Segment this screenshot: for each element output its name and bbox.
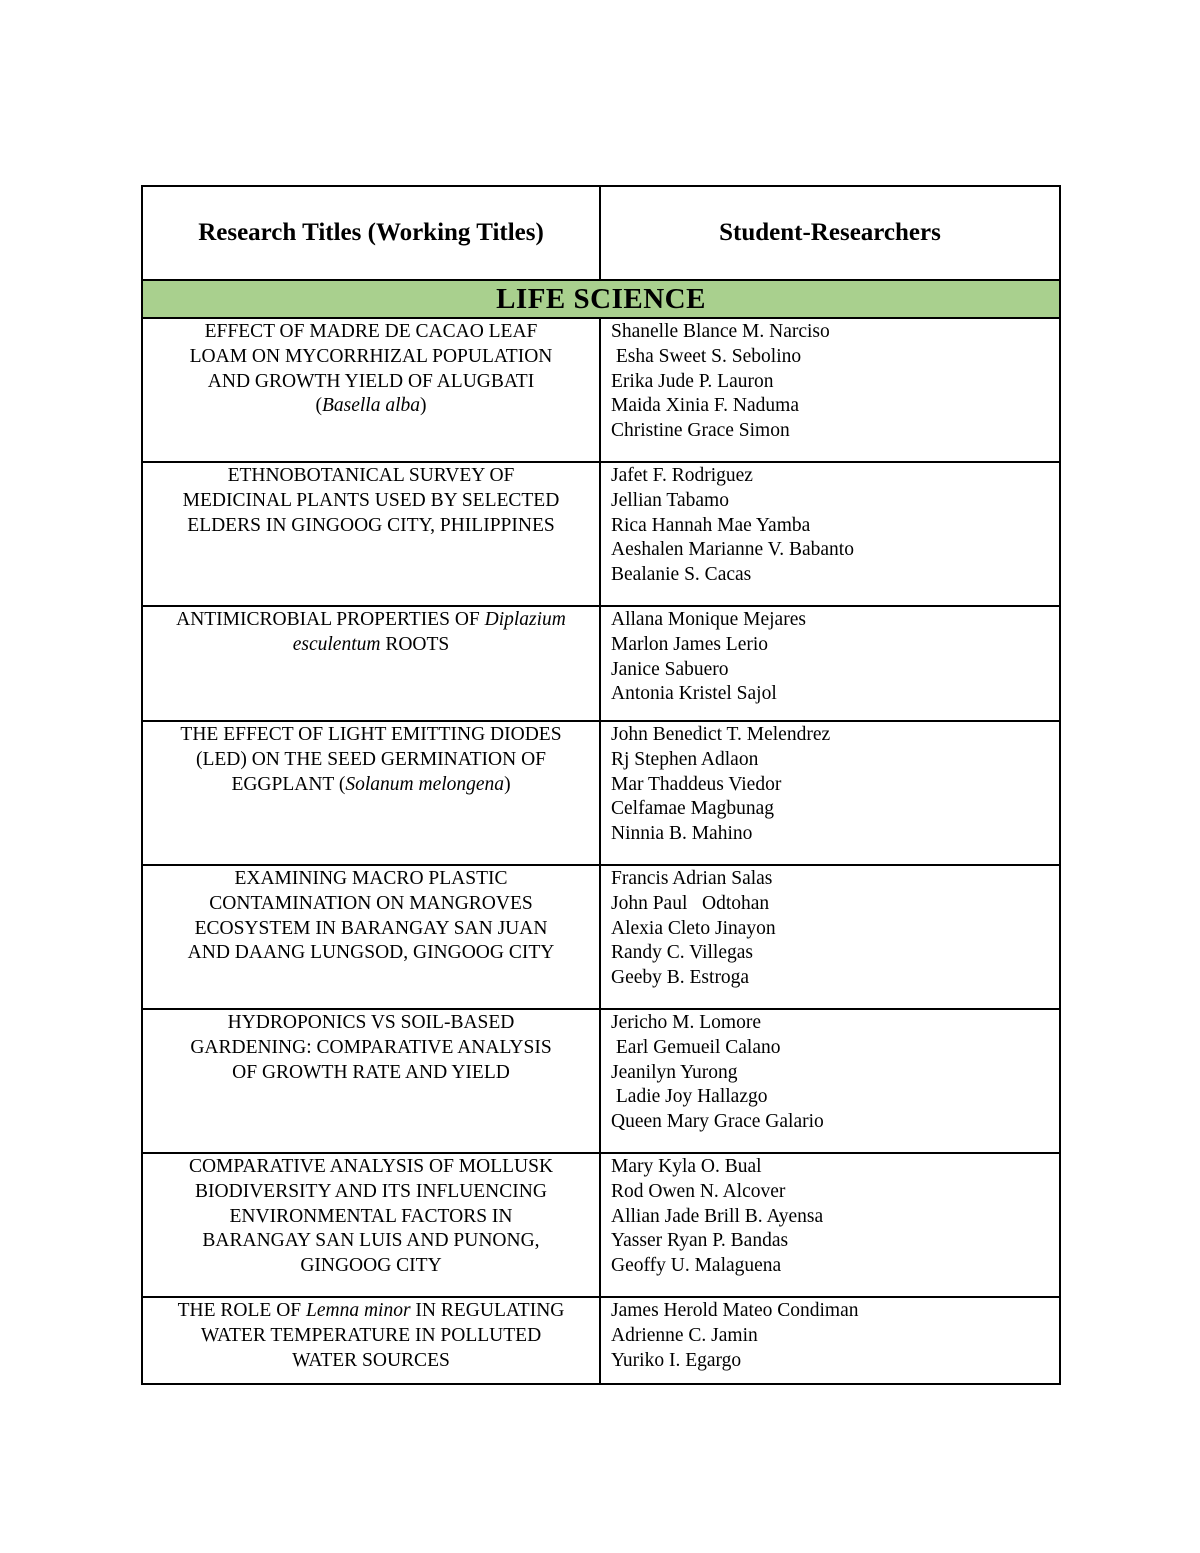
title-line: WATER TEMPERATURE IN POLLUTED	[200, 1324, 542, 1346]
researcher-name: Jellian Tabamo	[611, 489, 729, 511]
researcher-name: Maida Xinia F. Naduma	[611, 395, 799, 417]
table-row	[142, 1009, 1060, 1153]
researcher-name: Jafet F. Rodriguez	[611, 465, 753, 486]
title-line: ELDERS IN GINGOOG CITY, PHILIPPINES	[187, 514, 555, 536]
student-researchers-cell	[600, 865, 1060, 1009]
table-row	[142, 606, 1060, 721]
student-researchers-cell	[600, 606, 1060, 721]
title-line	[151, 633, 591, 658]
table-row	[142, 318, 1060, 462]
researcher-name: Rica Hannah Mae Yamba	[611, 514, 811, 536]
student-researchers-cell	[600, 1009, 1060, 1153]
researcher-name: Mar Thaddeus Viedor	[611, 773, 782, 795]
researcher-name: Geoffy U. Malaguena	[611, 1255, 782, 1277]
title-text: )	[420, 395, 427, 417]
header-research-titles: Research Titles (Working Titles)	[142, 186, 600, 280]
student-researchers-cell	[600, 462, 1060, 606]
title-line: THE EFFECT OF LIGHT EMITTING DIODES	[180, 724, 562, 745]
researcher-name: Jeanilyn Yurong	[611, 1061, 738, 1083]
title-line: EFFECT OF MADRE DE CACAO LEAF	[204, 321, 538, 342]
title-line: CONTAMINATION ON MANGROVES	[209, 892, 533, 914]
researcher-name: Rj Stephen Adlaon	[611, 748, 759, 770]
title-line: AND DAANG LUNGSOD, GINGOOG CITY	[187, 942, 555, 964]
title-line: (LED) ON THE SEED GERMINATION OF	[195, 748, 547, 770]
researcher-name: Yasser Ryan P. Bandas	[611, 1230, 789, 1252]
table-row	[142, 721, 1060, 865]
scientific-name: Diplazium	[484, 609, 566, 630]
title-line: EXAMINING MACRO PLASTIC	[234, 868, 508, 889]
title-line	[151, 608, 591, 633]
student-researchers-cell	[600, 1297, 1060, 1384]
title-line: BARANGAY SAN LUIS AND PUNONG,	[202, 1230, 540, 1252]
title-line	[151, 394, 591, 419]
research-title-cell	[142, 318, 600, 462]
table-header-row	[142, 186, 1060, 280]
student-researchers-cell	[600, 721, 1060, 865]
researcher-name: Mary Kyla O. Bual	[611, 1156, 762, 1177]
researcher-name: Esha Sweet S. Sebolino	[611, 345, 802, 367]
title-line	[151, 773, 591, 798]
research-title-cell	[142, 1153, 600, 1297]
research-title-cell	[142, 865, 600, 1009]
table-row	[142, 865, 1060, 1009]
researcher-name: Allian Jade Brill B. Ayensa	[611, 1205, 824, 1227]
scientific-name: Lemna minor	[306, 1300, 411, 1321]
title-line	[151, 1299, 591, 1324]
researcher-name: Ladie Joy Hallazgo	[611, 1086, 768, 1108]
researcher-name: Alexia Cleto Jinayon	[611, 917, 776, 939]
table-row	[142, 1153, 1060, 1297]
research-title-cell	[142, 1009, 600, 1153]
researcher-name: Geeby B. Estroga	[611, 967, 750, 989]
researcher-name: James Herold Mateo Condiman	[611, 1300, 859, 1321]
student-researchers-cell	[600, 318, 1060, 462]
title-text: IN REGULATING	[410, 1300, 565, 1321]
research-table	[141, 185, 1061, 1385]
title-text: (	[315, 395, 322, 417]
table-row	[142, 462, 1060, 606]
title-text: THE ROLE OF	[177, 1300, 306, 1321]
scientific-name: Solanum melongena	[345, 773, 505, 795]
researcher-name: Celfamae Magbunag	[611, 798, 774, 820]
researcher-name: Aeshalen Marianne V. Babanto	[611, 539, 854, 561]
researcher-name: John Benedict T. Melendrez	[611, 724, 831, 745]
title-line: HYDROPONICS VS SOIL-BASED	[227, 1012, 515, 1033]
researcher-name: Shanelle Blance M. Narciso	[611, 321, 830, 342]
title-text: EGGPLANT (	[231, 773, 346, 795]
researcher-name: Janice Sabuero	[611, 658, 729, 680]
title-line: GINGOOG CITY	[300, 1255, 442, 1277]
title-line: MEDICINAL PLANTS USED BY SELECTED	[182, 489, 560, 511]
researcher-name: Rod Owen N. Alcover	[611, 1180, 786, 1202]
section-row	[142, 280, 1060, 318]
researcher-name: Randy C. Villegas	[611, 942, 754, 964]
title-line: AND GROWTH YIELD OF ALUGBATI	[207, 370, 535, 392]
title-line: COMPARATIVE ANALYSIS OF MOLLUSK	[188, 1156, 554, 1177]
researcher-name: Bealanie S. Cacas	[611, 564, 752, 586]
title-line: BIODIVERSITY AND ITS INFLUENCING	[195, 1180, 547, 1202]
student-researchers-cell	[600, 1153, 1060, 1297]
title-line: ENVIRONMENTAL FACTORS IN	[229, 1205, 513, 1227]
researcher-name: Jericho M. Lomore	[611, 1012, 762, 1033]
header-student-researchers: Student-Researchers	[600, 186, 1060, 280]
title-text: )	[504, 773, 511, 795]
research-title-cell	[142, 462, 600, 606]
title-line: WATER SOURCES	[292, 1349, 450, 1371]
title-line: LOAM ON MYCORRHIZAL POPULATION	[189, 345, 553, 367]
researcher-name: Queen Mary Grace Galario	[611, 1111, 824, 1133]
researcher-name: Allana Monique Mejares	[611, 609, 806, 630]
scientific-name: esculentum	[292, 633, 381, 655]
researcher-name: John Paul Odtohan	[611, 892, 770, 914]
title-line: ECOSYSTEM IN BARANGAY SAN JUAN	[194, 917, 548, 939]
researcher-name: Christine Grace Simon	[611, 420, 790, 442]
title-line: GARDENING: COMPARATIVE ANALYSIS	[190, 1036, 552, 1058]
scientific-name: Basella alba	[321, 395, 421, 417]
title-line: OF GROWTH RATE AND YIELD	[232, 1061, 510, 1083]
title-line: ETHNOBOTANICAL SURVEY OF	[227, 465, 515, 486]
research-title-cell	[142, 721, 600, 865]
researcher-name: Antonia Kristel Sajol	[611, 683, 777, 705]
researcher-name: Adrienne C. Jamin	[611, 1324, 758, 1346]
document-page	[141, 185, 1059, 1385]
research-title-cell	[142, 1297, 600, 1384]
researcher-name: Erika Jude P. Lauron	[611, 370, 774, 392]
title-text: ANTIMICROBIAL PROPERTIES OF	[176, 609, 485, 630]
researcher-name: Yuriko I. Egargo	[611, 1349, 742, 1371]
table-row	[142, 1297, 1060, 1384]
researcher-name: Earl Gemueil Calano	[611, 1036, 781, 1058]
title-text: ROOTS	[380, 633, 450, 655]
section-title: LIFE SCIENCE	[142, 280, 1060, 318]
researcher-name: Francis Adrian Salas	[611, 868, 773, 889]
research-title-cell	[142, 606, 600, 721]
researcher-name: Marlon James Lerio	[611, 633, 769, 655]
researcher-name: Ninnia B. Mahino	[611, 823, 753, 845]
